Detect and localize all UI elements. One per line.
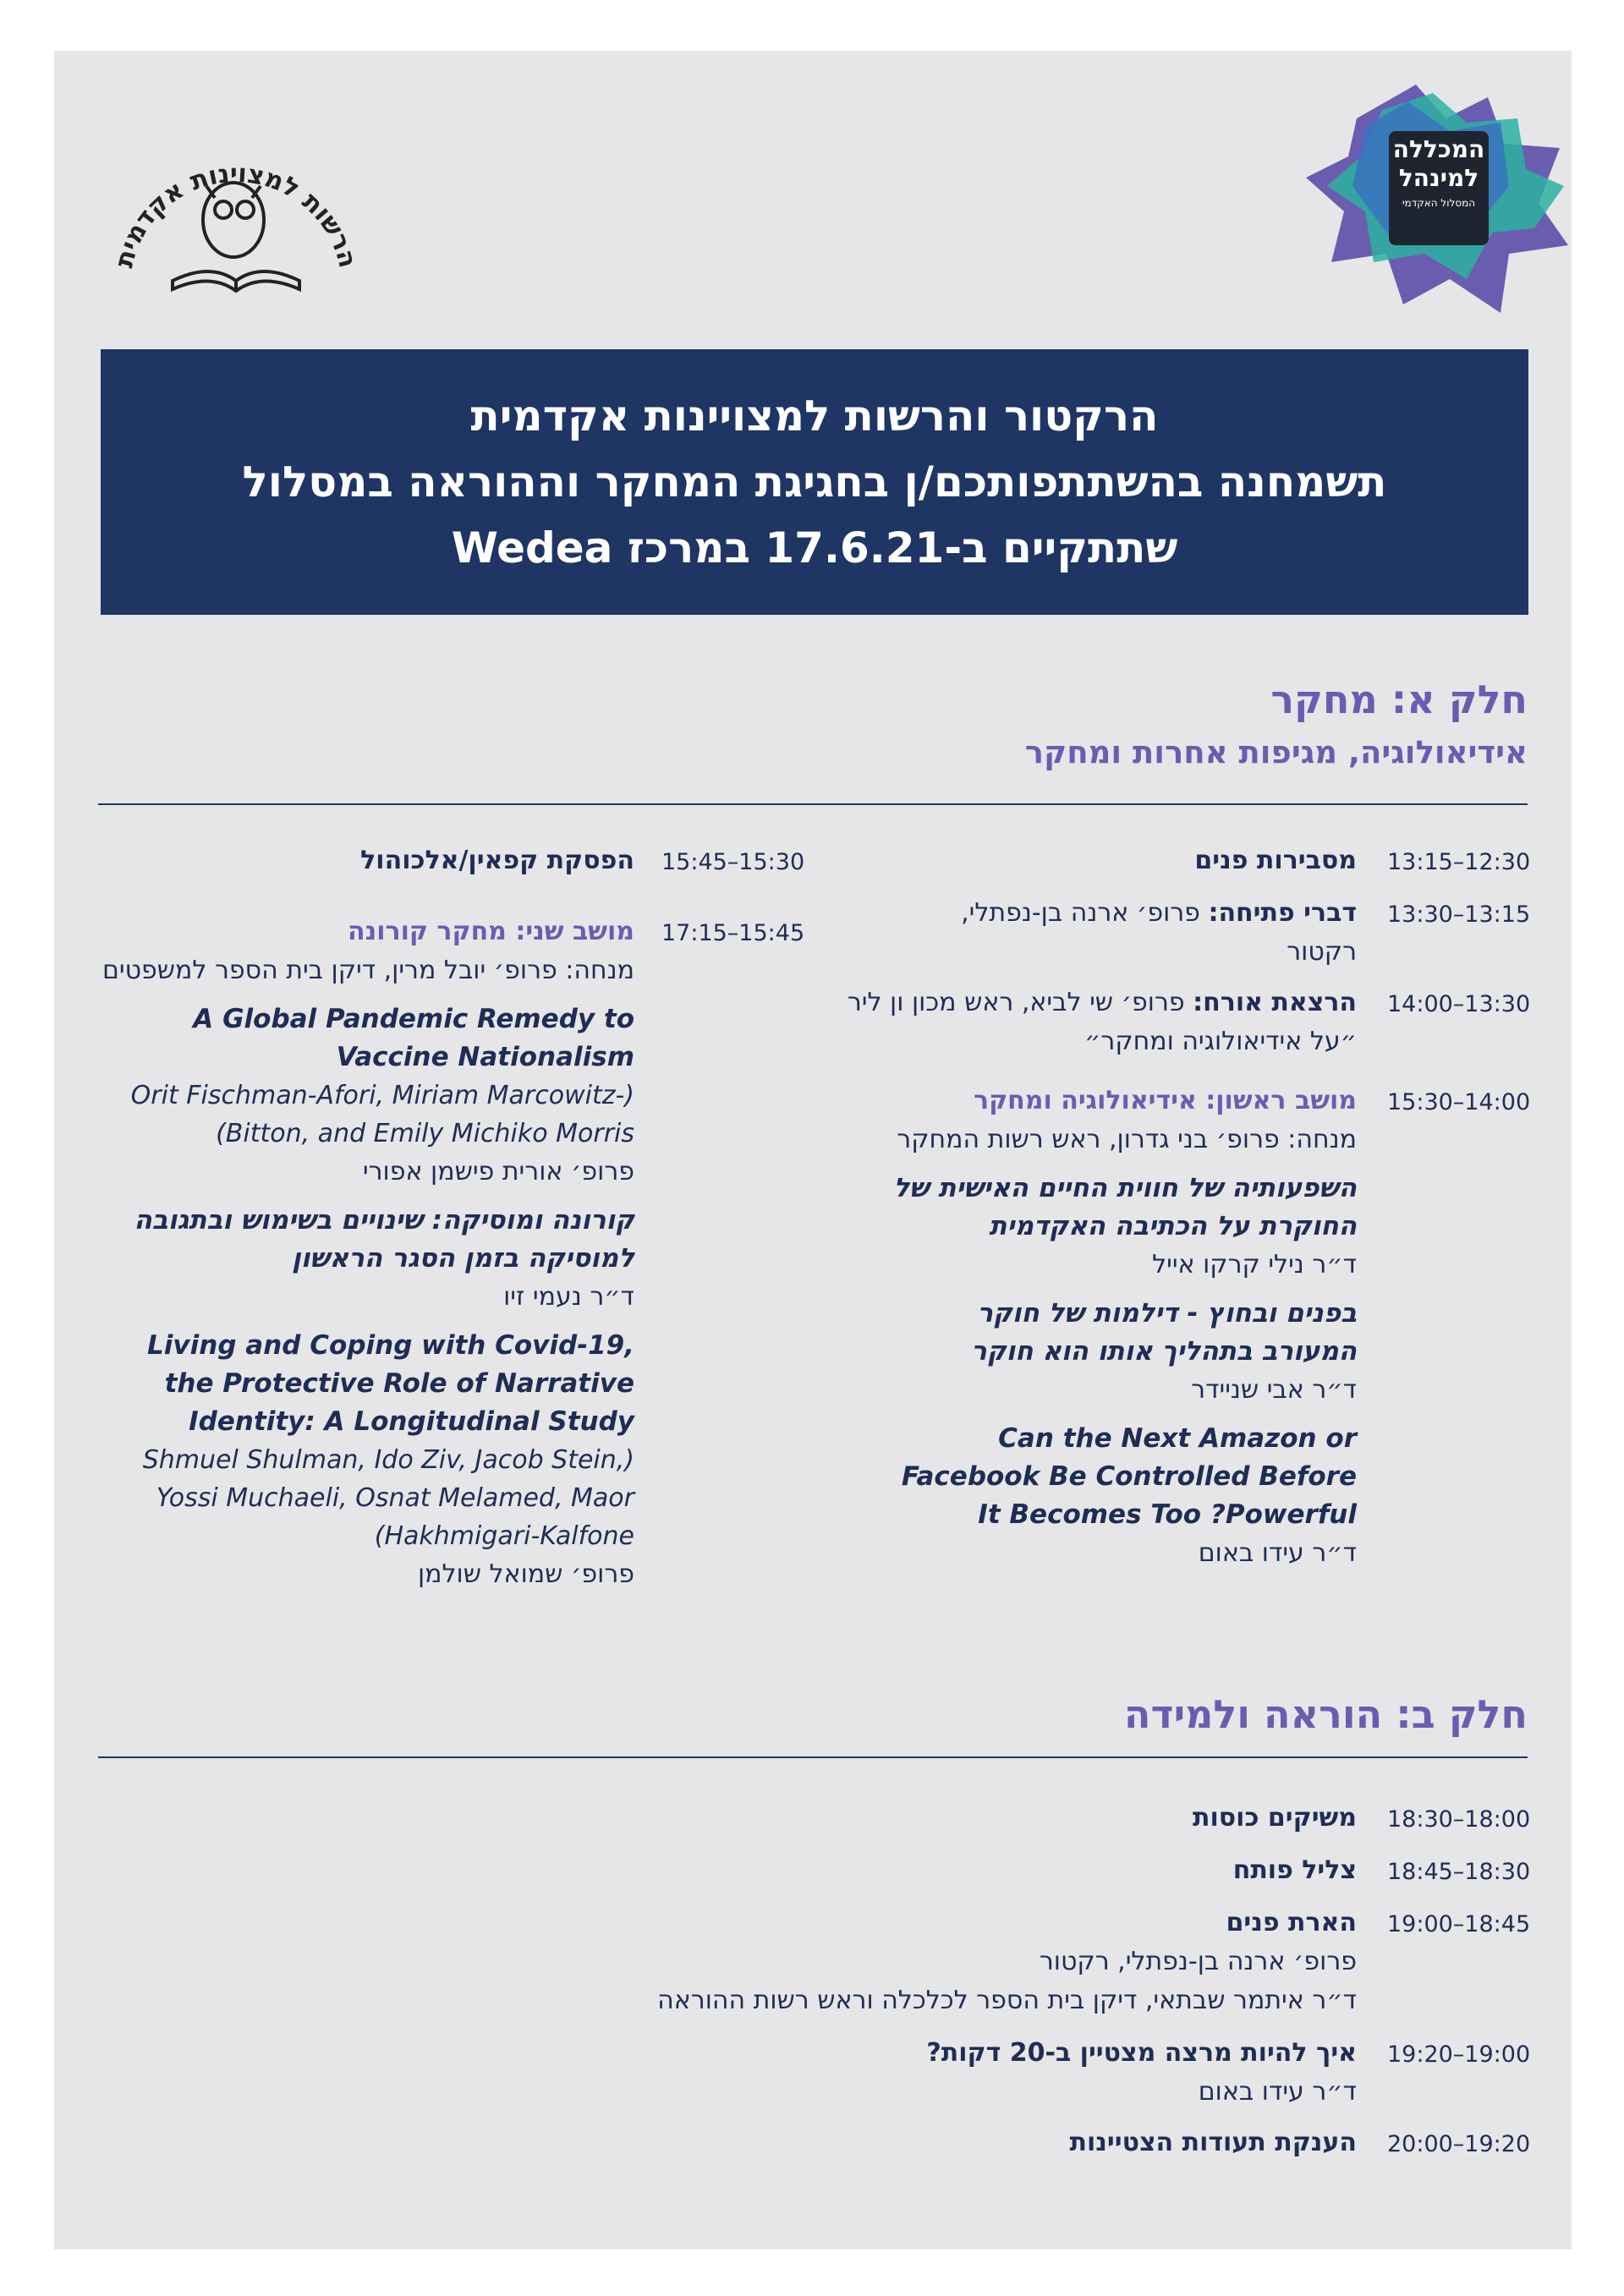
schedule-item-line: פרופ׳ ארנה בן-נפתלי, רקטור <box>1039 1947 1357 1976</box>
schedule-item-title: איך להיות מרצה מצטיין ב-20 דקות? <box>926 2038 1357 2068</box>
part-b-divider <box>98 1756 1528 1758</box>
talk-speaker: ד״ר נעמי זיו <box>503 1282 634 1312</box>
talk-speaker: ד״ר אבי שניידר <box>1191 1375 1357 1405</box>
talk-title: קורונה ומוסיקה: שינויים בשימוש ובתגובה למוסיקה בזמן הסגר הראשון <box>134 1205 634 1274</box>
schedule-time: 13:15–12:30 <box>1387 849 1531 875</box>
college-logo-line1: המכללה <box>1392 135 1485 163</box>
schedule-item-title: הארת פנים <box>1226 1908 1357 1937</box>
session-title: מושב שני: מחקר קורונה <box>348 917 634 946</box>
talk-speaker: ד״ר נילי קרקו אייל <box>1152 1250 1357 1280</box>
schedule-item-text: פרופ׳ שי לביא, ראש מכון ון ליר ״על אידיאולוגיה ומחקר״ <box>847 988 1357 1056</box>
owl-book-icon <box>96 93 376 347</box>
schedule-time: 19:20–19:00 <box>1387 2041 1531 2068</box>
part-a-title: חלק א: מחקר <box>1270 677 1528 722</box>
session-moderator: מנחה: פרופ׳ יובל מרין, דיקן בית הספר למשפטים <box>102 956 634 985</box>
schedule-item-title: מסבירות פנים <box>1194 846 1357 875</box>
schedule-item <box>832 984 1357 1061</box>
talk-title: בפנים ובחוץ - דילמות של חוקר המעורב בתהליך אותו הוא חוקר <box>971 1298 1357 1367</box>
svg-text:הרשות למצוינות אקדמית <box>109 159 362 271</box>
schedule-item <box>832 2034 1357 2112</box>
talk-speaker: ד״ר עידו באום <box>1198 1538 1357 1568</box>
schedule-time: 15:30–14:00 <box>1387 1089 1531 1115</box>
session-moderator: מנחה: פרופ׳ בני גדרון, ראש רשות המחקר <box>897 1125 1357 1154</box>
schedule-time: 19:00–18:45 <box>1387 1911 1531 1937</box>
logo-arc-text: הרשות למצוינות אקדמית <box>109 158 363 271</box>
session-one <box>883 1082 1357 1573</box>
talk-authors: Orit Fischman-Afori, Miriam Marcowitz-) (Bitton, and Emily Michiko Morris <box>130 1081 634 1148</box>
schedule-item-label: דברי פתיחה: <box>1208 898 1357 928</box>
schedule-time: 15:45–15:30 <box>661 849 805 875</box>
talk-speaker: פרופ׳ אורית פישמן אפורי <box>362 1157 634 1186</box>
banner-line-3: שתתקיים ב-17.6.21 במרכז Wedea <box>451 523 1178 573</box>
talk-title: A Global Pandemic Remedy to Vaccine Nationalism <box>193 1004 634 1072</box>
schedule-item-text: פרופ׳ ארנה בן-נפתלי, רקטור <box>961 898 1357 967</box>
college-logo-tagline: המסלול האקדמי <box>1402 197 1476 209</box>
part-a-divider <box>98 803 1528 805</box>
college-logo-line2: למינהל <box>1398 164 1479 192</box>
schedule-item-title: הענקת תעודות הצטיינות <box>1069 2128 1357 2157</box>
talk-title: Can the Next Amazon or Facebook Be Controlled Before It Becomes Too ?Powerful <box>901 1423 1357 1530</box>
college-logo <box>1306 85 1577 313</box>
part-a-subtitle: אידיאולוגיה, מגיפות אחרות ומחקר <box>1024 734 1528 770</box>
part-b-title: חלק ב: הוראה ולמידה <box>1123 1691 1528 1737</box>
banner-line-1: הרקטור והרשות למצויינות אקדמית <box>470 392 1159 441</box>
talk-authors: Shmuel Shulman, Ido Ziv, Jacob Stein,) Yossi Muchaeli, Osnat Melamed, Maor (Hakhmigari-Kalfone <box>142 1445 634 1551</box>
schedule-item-title: צליל פותח <box>1232 1855 1357 1885</box>
talk-title: ,Living and Coping with Covid-19 the Protective Role of Narrative Identity: A Longitudinal Study <box>147 1330 634 1437</box>
schedule-item-label: הרצאת אורח: <box>1193 988 1357 1017</box>
session-title: מושב ראשון: אידיאולוגיה ומחקר <box>974 1086 1357 1115</box>
academic-excellence-logo <box>96 93 376 347</box>
session-two <box>102 912 634 1594</box>
schedule-item-line: ד״ר איתמר שבתאי, דיקן בית הספר לכלכלה וראש רשות ההוראה <box>657 1986 1357 2015</box>
schedule-item <box>883 894 1357 972</box>
schedule-time: 13:30–13:15 <box>1387 901 1531 928</box>
schedule-time: 18:45–18:30 <box>1387 1859 1531 1885</box>
header-banner <box>101 349 1528 615</box>
schedule-item-line: ד״ר עידו באום <box>1198 2077 1357 2107</box>
page-background <box>54 51 1572 2249</box>
talk-title: השפעותיה של חווית החיים האישית של החוקרת על הכתיבה האקדמית <box>893 1173 1357 1241</box>
schedule-time: 20:00–19:20 <box>1387 2131 1531 2157</box>
schedule-time: 18:30–18:00 <box>1387 1806 1531 1833</box>
schedule-item-title: משיקים כוסות <box>1192 1803 1357 1833</box>
schedule-time: 17:15–15:45 <box>661 920 805 946</box>
banner-line-2: תשמחנה בהשתתפותכם/ן בחגיגת המחקר וההוראה במסלול <box>242 458 1387 507</box>
schedule-item <box>426 1904 1357 2020</box>
schedule-time: 14:00–13:30 <box>1387 991 1531 1017</box>
schedule-item-title: הפסקת קפאין/אלכוהול <box>360 846 634 875</box>
talk-speaker: פרופ׳ שמואל שולמן <box>417 1559 634 1589</box>
